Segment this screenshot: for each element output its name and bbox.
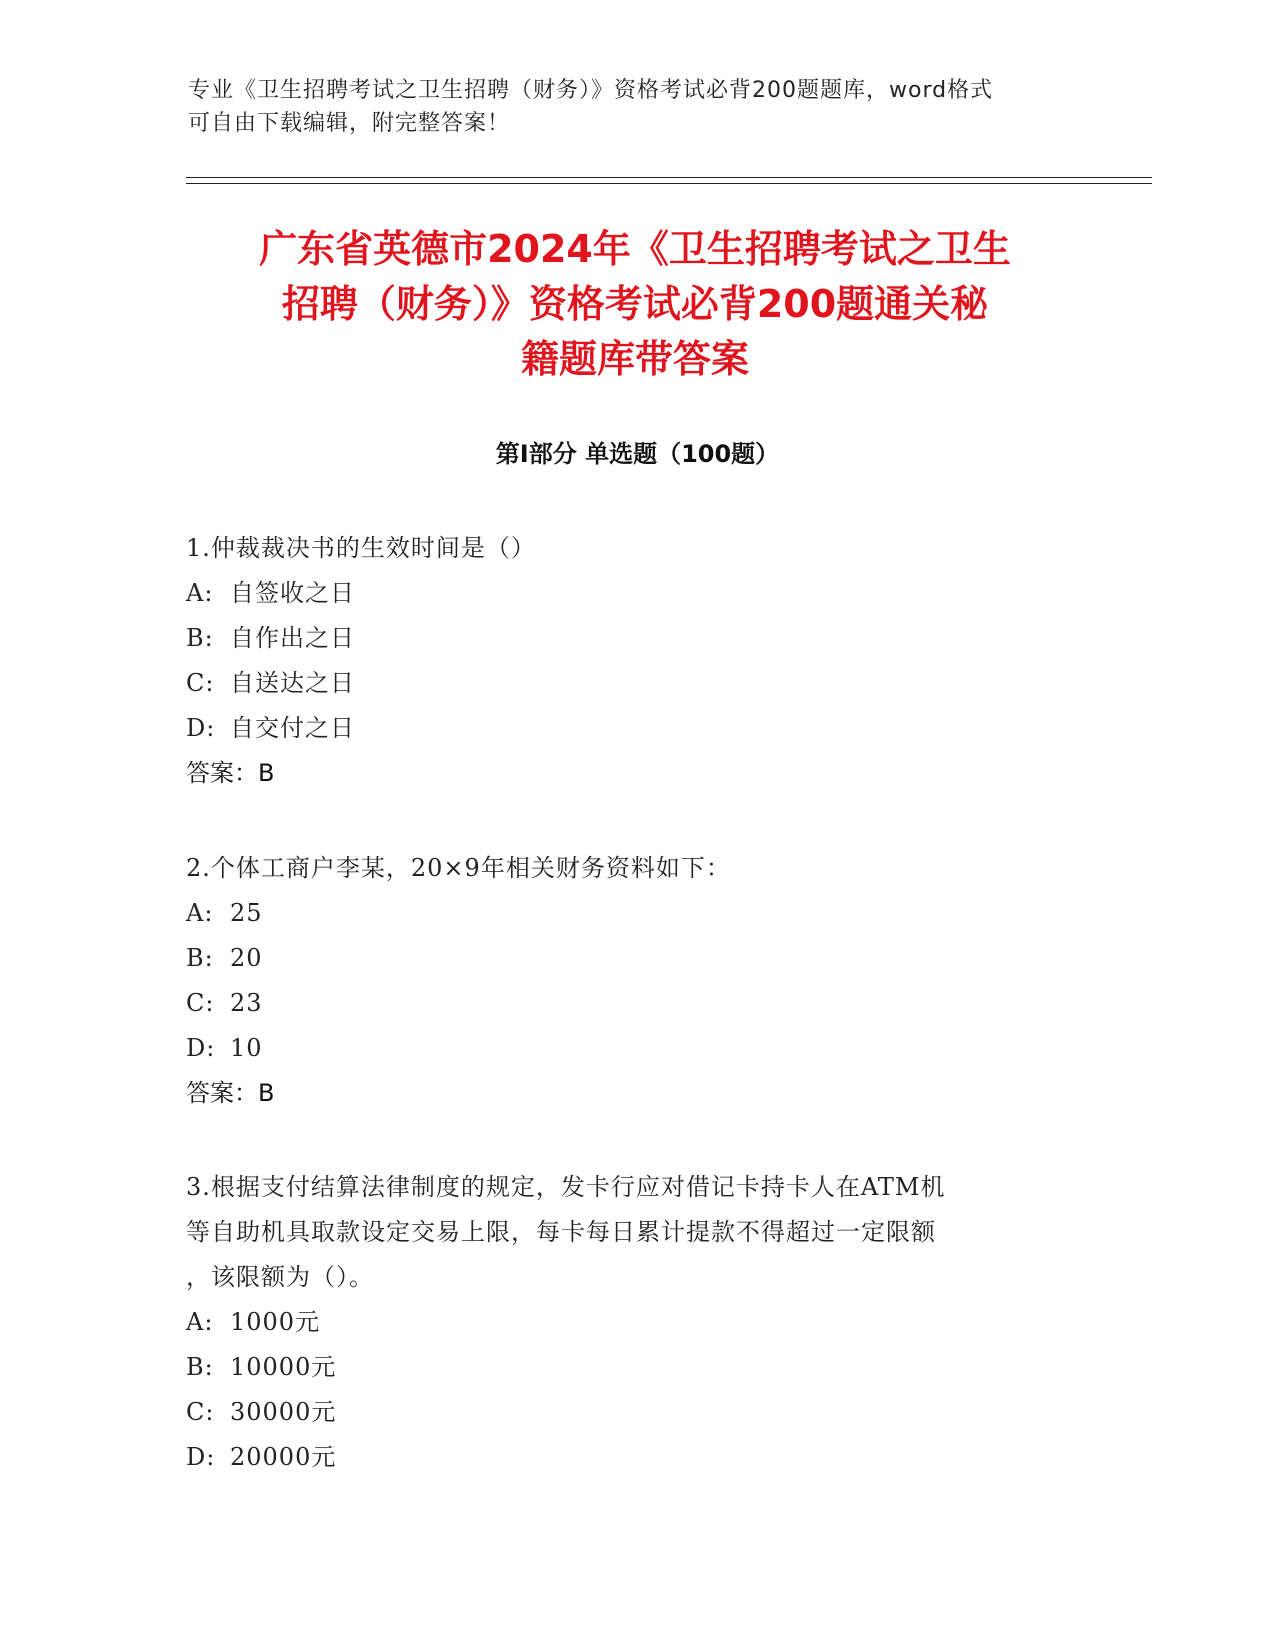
option-d [186, 1435, 1066, 1480]
option-text: 25 [230, 899, 263, 927]
title-line-3: 籍题库带答案 [520, 337, 749, 381]
document-title [180, 222, 1090, 387]
option-text: 10000元 [230, 1353, 337, 1381]
title-line-1: 广东省英德市2024年《卫生招聘考试之卫生 [259, 227, 1011, 271]
option-text: 30000元 [230, 1398, 337, 1426]
question-1 [186, 526, 1066, 796]
option-text: 20 [230, 944, 263, 972]
question-text: 2.个体工商户李某，20×9年相关财务资料如下： [186, 854, 731, 882]
question-2 [186, 846, 1066, 1116]
option-text: 自送达之日 [230, 669, 355, 697]
question-text: 1.仲裁裁决书的生效时间是（） [186, 534, 536, 562]
option-text: 23 [230, 989, 263, 1017]
option-a [186, 891, 1066, 936]
option-label: D: [186, 1034, 216, 1062]
page-header [188, 74, 1068, 140]
option-label: C: [186, 669, 215, 697]
option-text: 自签收之日 [230, 579, 355, 607]
option-label: B: [186, 1353, 214, 1381]
header-line-1: 专业《卫生招聘考试之卫生招聘（财务）》资格考试必背200题题库，word格式 [188, 78, 994, 103]
option-text: 20000元 [230, 1443, 337, 1471]
option-a [186, 571, 1066, 616]
header-divider-bottom [186, 183, 1152, 184]
option-label: A: [186, 579, 214, 607]
header-divider-top [186, 177, 1152, 178]
option-d [186, 706, 1066, 751]
option-d [186, 1026, 1066, 1071]
option-text: 1000元 [230, 1308, 321, 1336]
option-label: C: [186, 989, 215, 1017]
option-label: A: [186, 1308, 214, 1336]
option-text: 自作出之日 [230, 624, 355, 652]
option-label: C: [186, 1398, 215, 1426]
option-label: A: [186, 899, 214, 927]
option-b [186, 616, 1066, 661]
question-text-line-1: 3.根据支付结算法律制度的规定，发卡行应对借记卡持卡人在ATM机 [186, 1173, 946, 1201]
question-3 [186, 1165, 1066, 1480]
option-label: B: [186, 624, 214, 652]
option-b [186, 936, 1066, 981]
option-c [186, 1390, 1066, 1435]
option-a [186, 1300, 1066, 1345]
option-label: D: [186, 1443, 216, 1471]
section-heading: 第Ⅰ部分 单选题（100题） [495, 440, 780, 468]
option-text: 自交付之日 [230, 714, 355, 742]
option-label: D: [186, 714, 216, 742]
question-text-line-2: 等自助机具取款设定交易上限，每卡每日累计提款不得超过一定限额 [186, 1218, 936, 1246]
answer: 答案：B [186, 1079, 275, 1107]
answer: 答案：B [186, 759, 275, 787]
header-line-2: 可自由下载编辑，附完整答案！ [188, 111, 511, 136]
option-label: B: [186, 944, 214, 972]
option-text: 10 [230, 1034, 263, 1062]
option-b [186, 1345, 1066, 1390]
title-line-2: 招聘（财务）》资格考试必背200题通关秘 [281, 282, 989, 326]
option-c [186, 981, 1066, 1026]
question-text-line-3: ，该限额为（）。 [186, 1263, 374, 1291]
option-c [186, 661, 1066, 706]
